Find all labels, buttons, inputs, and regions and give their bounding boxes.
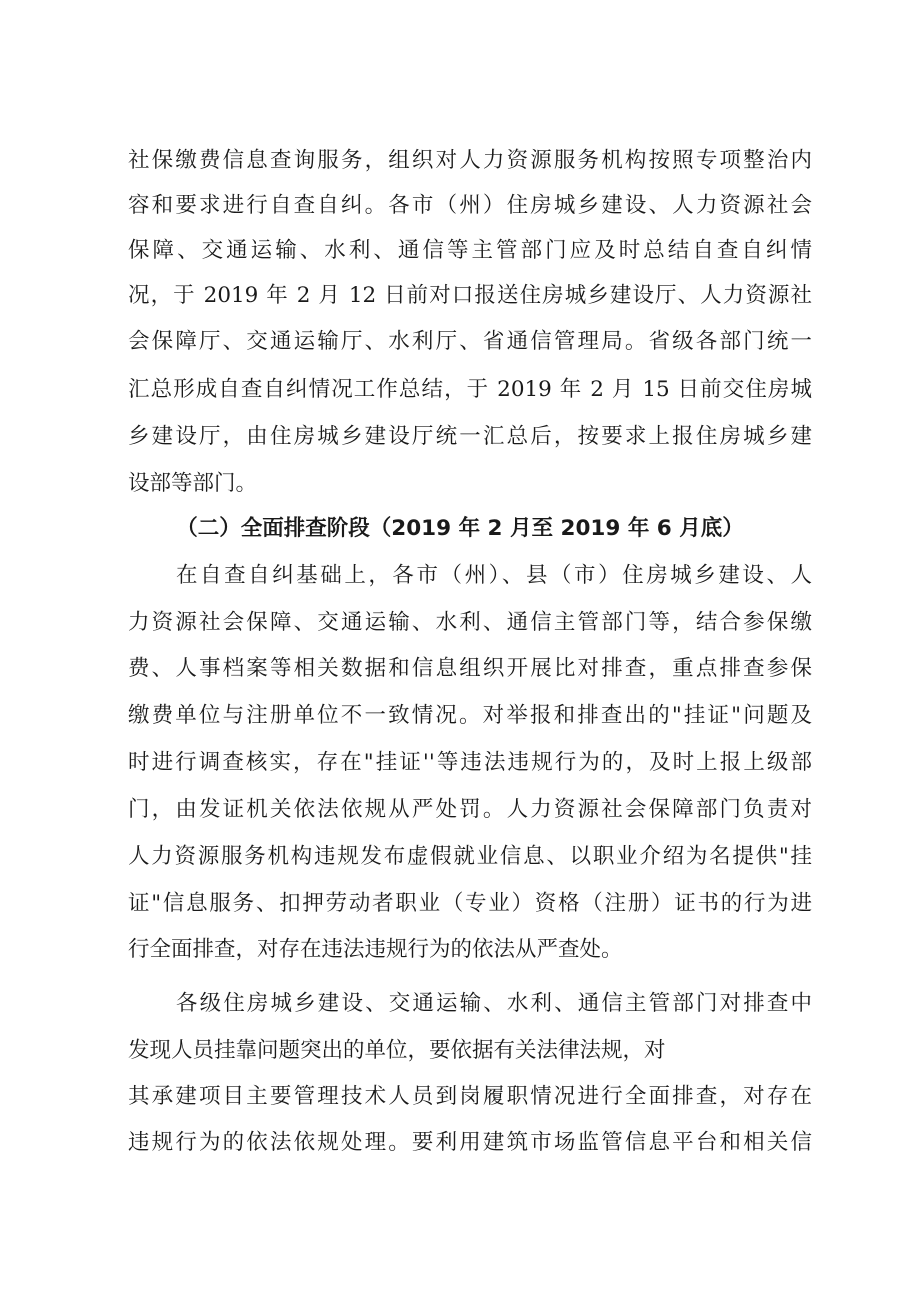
paragraph-2-line: 在自查自纠基础上，各市（州）、县（市）住房城乡建设、人 bbox=[176, 563, 812, 588]
paragraph-2-line: 缴费单位与注册单位不一致情况。对举报和排查出的"挂证"问题及 bbox=[128, 703, 812, 728]
section-heading: （二）全面排查阶段（2019 年 2 月至 2019 年 6 月底） bbox=[176, 516, 744, 541]
paragraph-1-line: 况，于 2019 年 2 月 12 日前对口报送住房城乡建设厅、人力资源社 bbox=[128, 283, 812, 308]
paragraph-1-line: 社保缴费信息查询服务，组织对人力资源服务机构按照专项整治内 bbox=[128, 148, 812, 173]
paragraph-1-line: 乡建设厅，由住房城乡建设厅统一汇总后，按要求上报住房城乡建 bbox=[128, 424, 812, 449]
paragraph-2-line: 门，由发证机关依法依规从严处罚。人力资源社会保障部门负责对 bbox=[128, 797, 812, 822]
paragraph-1-line: 会保障厅、交通运输厅、水利厅、省通信管理局。省级各部门统一 bbox=[128, 329, 812, 354]
paragraph-2-line: 行全面排查，对存在违法违规行为的依法从严查处。 bbox=[128, 937, 623, 962]
paragraph-2-line: 费、人事档案等相关数据和信息组织开展比对排查，重点排查参保 bbox=[128, 656, 812, 681]
paragraph-3-line: 其承建项目主要管理技术人员到岗履职情况进行全面排查，对存在 bbox=[128, 1084, 812, 1109]
paragraph-1-line: 汇总形成自查自纠情况工作总结，于 2019 年 2 月 15 日前交住房城 bbox=[128, 377, 812, 402]
paragraph-1-line: 容和要求进行自查自纠。各市（州）住房城乡建设、人力资源社会 bbox=[128, 193, 812, 218]
paragraph-2-line: 证"信息服务、扣押劳动者职业（专业）资格（注册）证书的行为进 bbox=[128, 891, 812, 916]
paragraph-2-line: 力资源社会保障、交通运输、水利、通信主管部门等，结合参保缴 bbox=[128, 610, 812, 635]
paragraph-1-line: 保障、交通运输、水利、通信等主管部门应及时总结自查自纠情 bbox=[128, 238, 812, 263]
paragraph-3-line: 发现人员挂靠问题突出的单位，要依据有关法律法规，对 bbox=[128, 1038, 666, 1063]
paragraph-2-line: 人力资源服务机构违规发布虚假就业信息、以职业介绍为名提供"挂 bbox=[128, 844, 812, 869]
paragraph-1-line: 设部等部门。 bbox=[128, 471, 258, 496]
paragraph-2-line: 时进行调查核实，存在"挂证''等违法违规行为的，及时上报上级部 bbox=[128, 750, 812, 775]
paragraph-3-line: 各级住房城乡建设、交通运输、水利、通信主管部门对排查中 bbox=[176, 991, 812, 1016]
paragraph-3-line: 违规行为的依法依规处理。要利用建筑市场监管信息平台和相关信 bbox=[128, 1130, 812, 1155]
